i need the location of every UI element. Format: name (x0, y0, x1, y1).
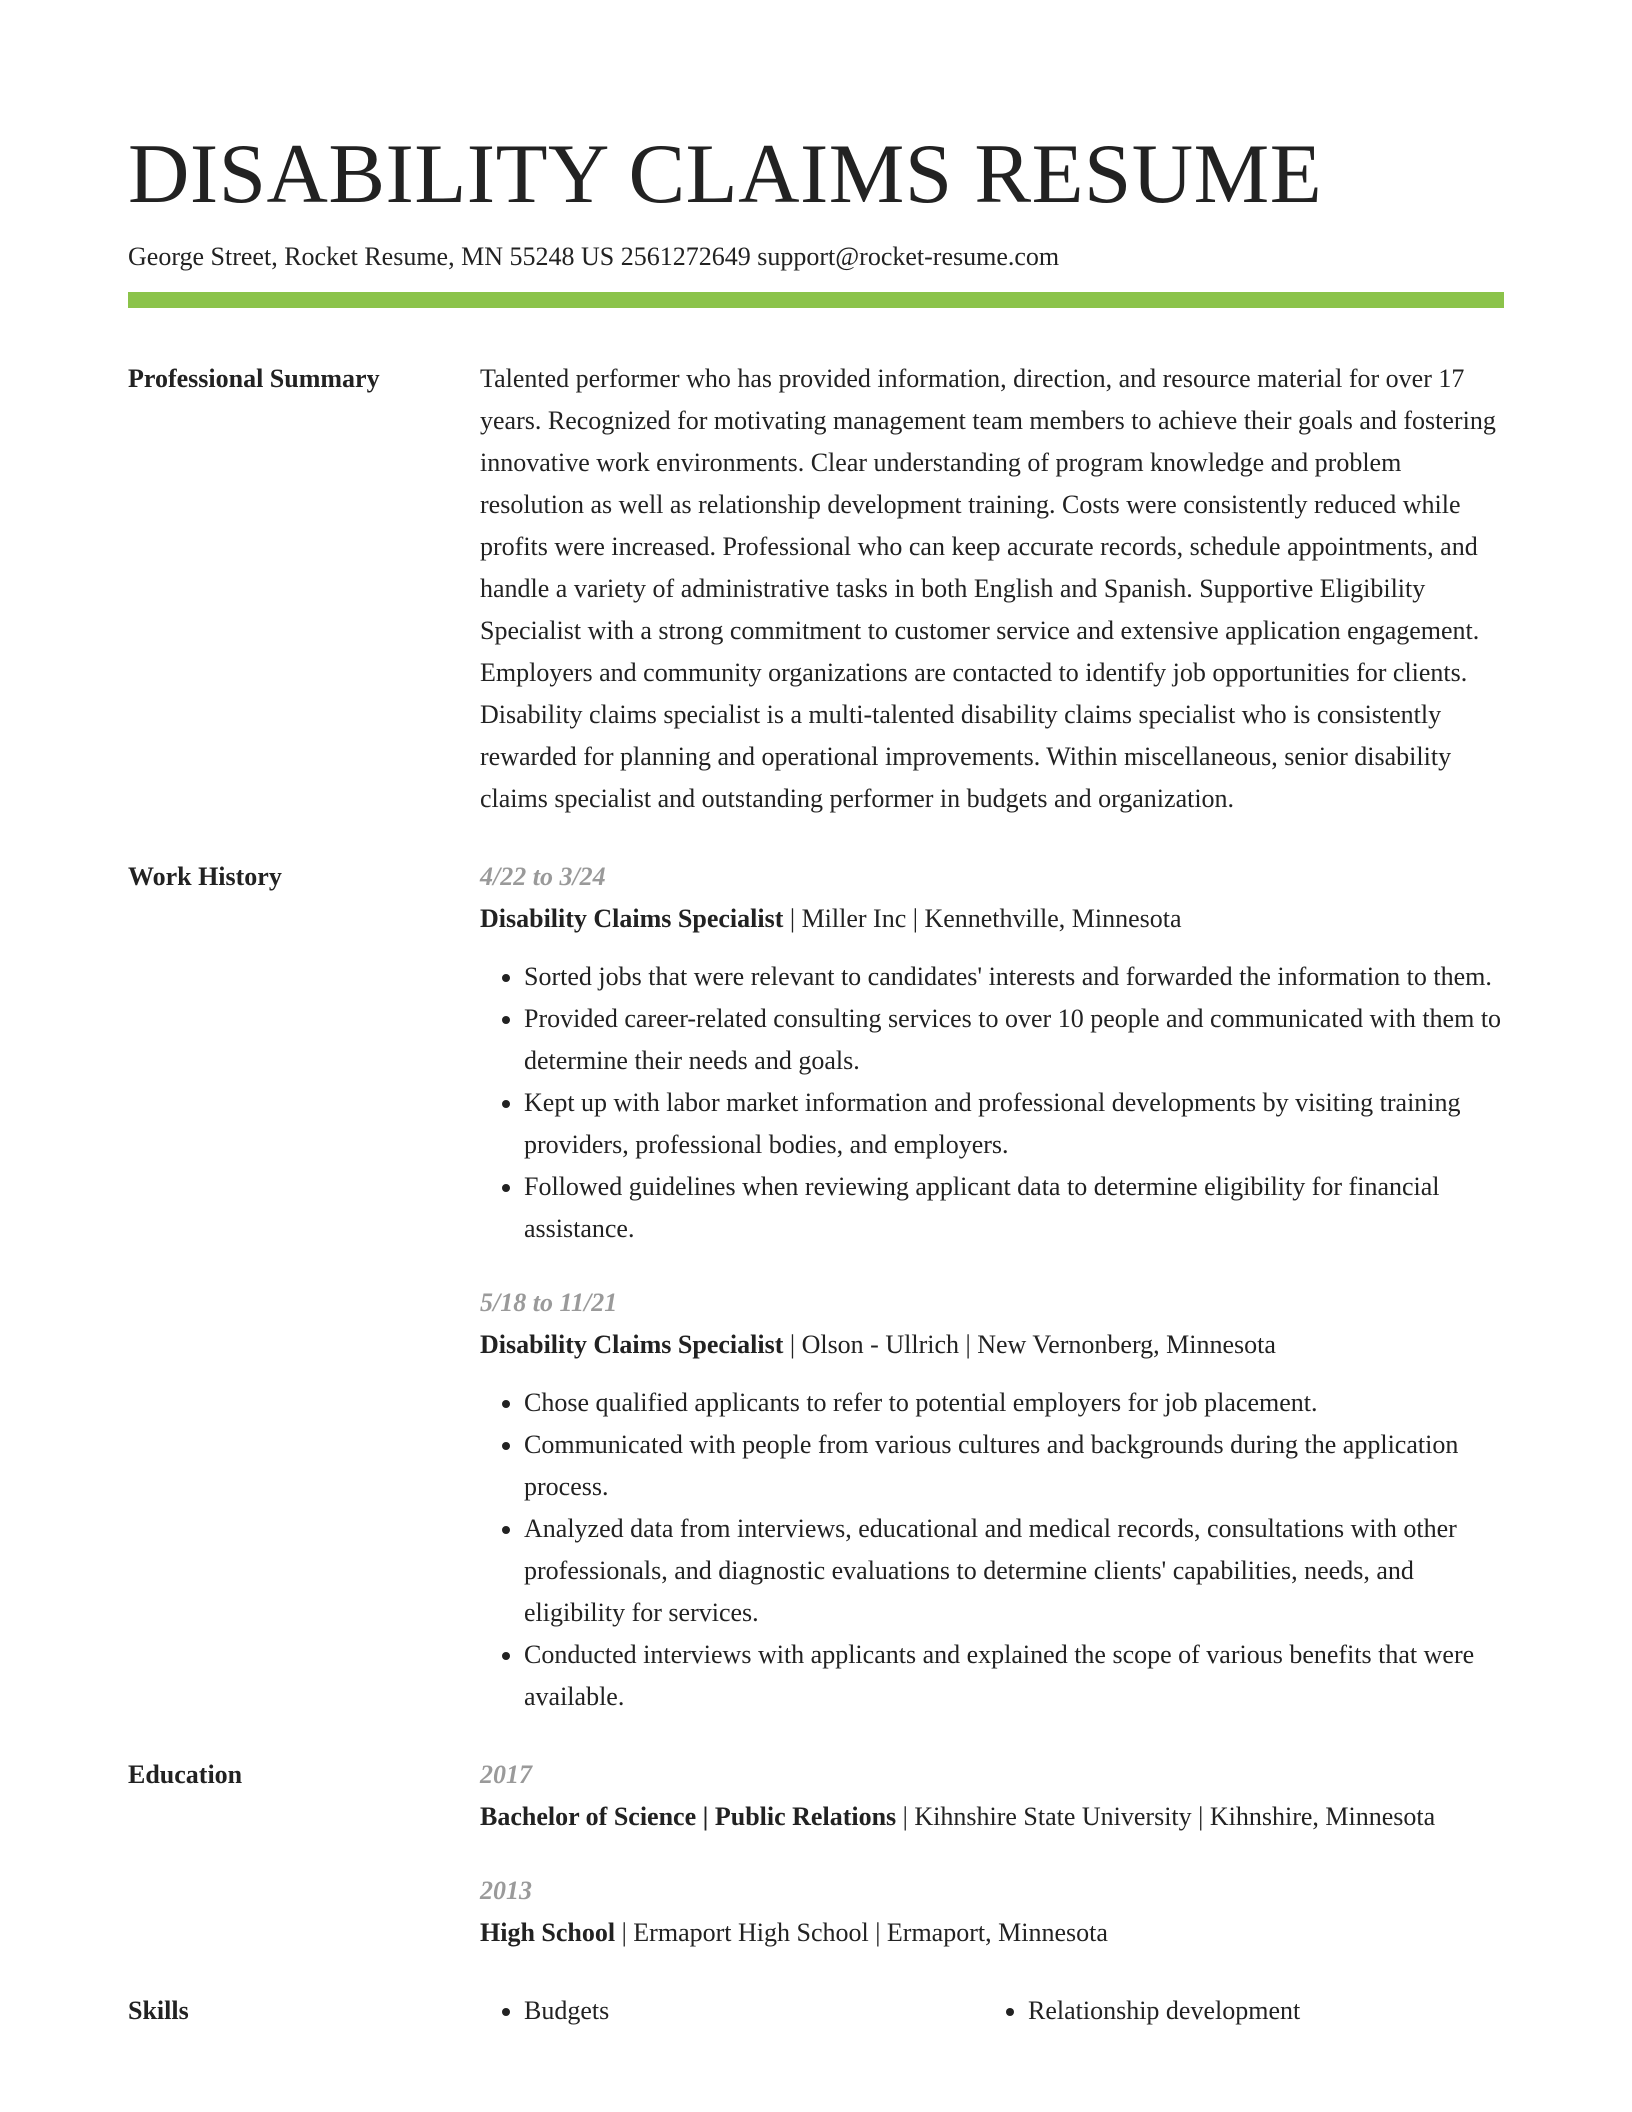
skills-column (984, 1990, 1488, 2032)
job-bullets (480, 956, 1504, 1250)
skills-column (480, 1990, 984, 2032)
education-heading: Education (128, 1760, 243, 1790)
education-line (480, 1796, 1504, 1838)
job-bullet: • Chose qualified applicants to refer to potential employers for job placement. (524, 1382, 1504, 1424)
job-title-line (480, 898, 1504, 940)
education-section (128, 1754, 1504, 1954)
job-bullet: • Kept up with labor market information and professional developments by visiting training providers, professional bodies, and employers. (524, 1082, 1504, 1166)
education-degree: Bachelor of Science | Public Relations (480, 1802, 897, 1832)
education-line (480, 1912, 1504, 1954)
job-bullet: • Conducted interviews with applicants and explained the scope of various benefits that were available. (524, 1634, 1504, 1718)
education-details: | Ermaport High School | Ermaport, Minnesota (615, 1918, 1108, 1948)
education-entry (480, 1870, 1504, 1954)
summary-heading: Professional Summary (128, 364, 380, 394)
skills-section (128, 1990, 1504, 2032)
education-year: 2017 (480, 1760, 532, 1790)
work-history-heading: Work History (128, 862, 282, 892)
contact-line: George Street, Rocket Resume, MN 55248 US 2561272649 support@rocket-resume.com (128, 242, 1060, 271)
education-entry (480, 1754, 1504, 1838)
work-history-section (128, 856, 1504, 1718)
job-dates: 5/18 to 11/21 (480, 1288, 618, 1318)
job-bullet: • Sorted jobs that were relevant to candidates' interests and forwarded the information to them. (524, 956, 1504, 998)
job-bullet: • Provided career-related consulting services to over 10 people and communicated with them to determine their needs and goals. (524, 998, 1504, 1082)
job-dates: 4/22 to 3/24 (480, 862, 606, 892)
job-bullet: • Followed guidelines when reviewing applicant data to determine eligibility for financial assistance. (524, 1166, 1504, 1250)
job-entry (480, 1282, 1504, 1718)
job-entry (480, 856, 1504, 1250)
education-details: | Kihnshire State University | Kihnshire, Minnesota (896, 1802, 1436, 1832)
job-bullets (480, 1382, 1504, 1718)
job-details: | Miller Inc | Kennethville, Minnesota (783, 904, 1182, 934)
skills-heading: Skills (128, 1996, 189, 2026)
job-title-line (480, 1324, 1504, 1366)
accent-divider (128, 292, 1504, 308)
education-year: 2013 (480, 1876, 532, 1906)
resume-title: DISABILITY CLAIMS RESUME (128, 127, 1323, 221)
summary-section (128, 358, 1504, 820)
job-bullet: • Analyzed data from interviews, educational and medical records, consultations with other professionals, and diagnostic evaluations to determine clients' capabilities, needs, and eligibility for services. (524, 1508, 1504, 1634)
education-degree: High School (480, 1918, 616, 1948)
job-details: | Olson - Ullrich | New Vernonberg, Minnesota (783, 1330, 1276, 1360)
job-title: Disability Claims Specialist (480, 1330, 784, 1360)
summary-text: Talented performer who has provided information, direction, and resource material for over 17 years. Recognized for motivating management team members to achieve their goals and fostering innovative work environments. Clear understanding of program knowledge and problem resolution as well as relationship development training. Costs were consistently reduced while profits were increased. Professional who can keep accurate records, schedule appointments, and handle a variety of administrative tasks in both English and Spanish. Supportive Eligibility Specialist with a strong commitment to customer service and extensive application engagement. Employers and community organizations are contacted to identify job opportunities for clients. Disability claims specialist is a multi-talented disability claims specialist who is consistently rewarded for planning and operational improvements. Within miscellaneous, senior disability claims specialist and outstanding performer in budgets and organization. (480, 364, 1496, 814)
skill-item: • Relationship development (1028, 1990, 1488, 2032)
job-bullet: • Communicated with people from various cultures and backgrounds during the application process. (524, 1424, 1504, 1508)
skill-item: • Budgets (524, 1990, 984, 2032)
job-title: Disability Claims Specialist (480, 904, 784, 934)
